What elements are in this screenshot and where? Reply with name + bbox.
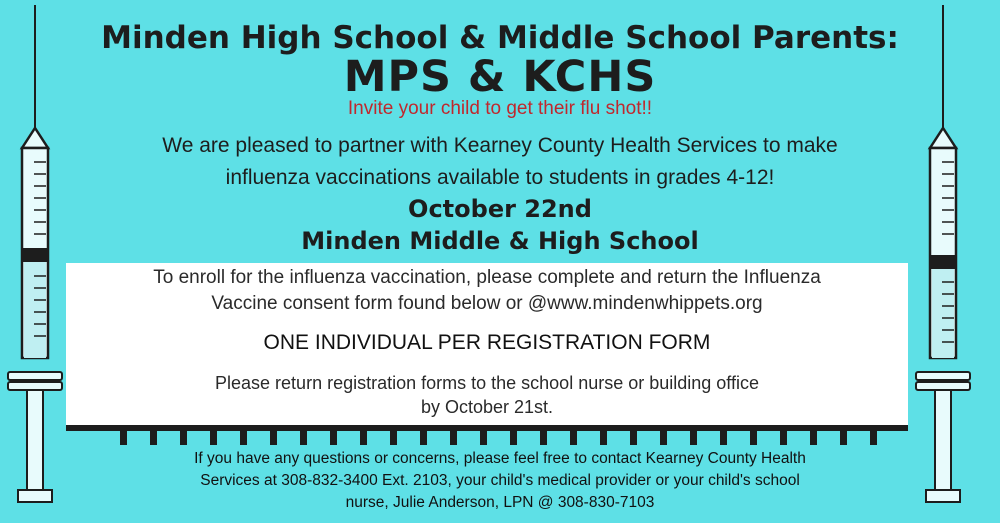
contact-line-2: Services at 308-832-3400 Ext. 2103, your child's medical provider or your child's school xyxy=(200,472,800,489)
return-instructions xyxy=(66,371,908,419)
intro-line-2: influenza vaccinations available to students in grades 4-12! xyxy=(225,166,775,189)
enrollment-info-box xyxy=(66,263,908,425)
flyer-tagline: Invite your child to get their flu shot!! xyxy=(347,98,653,119)
enroll-line-2: Vaccine consent form found below or @www.mindenwhippets.org xyxy=(211,293,763,314)
flyer-title: MPS & KCHS xyxy=(343,52,657,102)
contact-info xyxy=(0,448,1000,514)
event-location: Minden Middle & High School xyxy=(301,227,699,255)
return-line-1: Please return registration forms to the school nurse or building office xyxy=(215,373,759,393)
intro-line-1: We are pleased to partner with Kearney County Health Services to make xyxy=(162,134,838,157)
intro-text xyxy=(0,130,1000,194)
event-date: October 22nd xyxy=(408,195,592,223)
flyer-heading: Minden High School & Middle School Parents: xyxy=(101,20,899,56)
registration-notice: ONE INDIVIDUAL PER REGISTRATION FORM xyxy=(263,331,711,354)
return-line-2: by October 21st. xyxy=(420,397,554,417)
contact-line-3: nurse, Julie Anderson, LPN @ 308-830-7103 xyxy=(345,494,655,511)
measurement-tick-band xyxy=(66,425,908,445)
enroll-line-1: To enroll for the influenza vaccination, please complete and return the Influenza xyxy=(153,267,821,288)
contact-line-1: If you have any questions or concerns, please feel free to contact Kearney County Health xyxy=(194,450,806,467)
enroll-instructions xyxy=(66,265,908,317)
